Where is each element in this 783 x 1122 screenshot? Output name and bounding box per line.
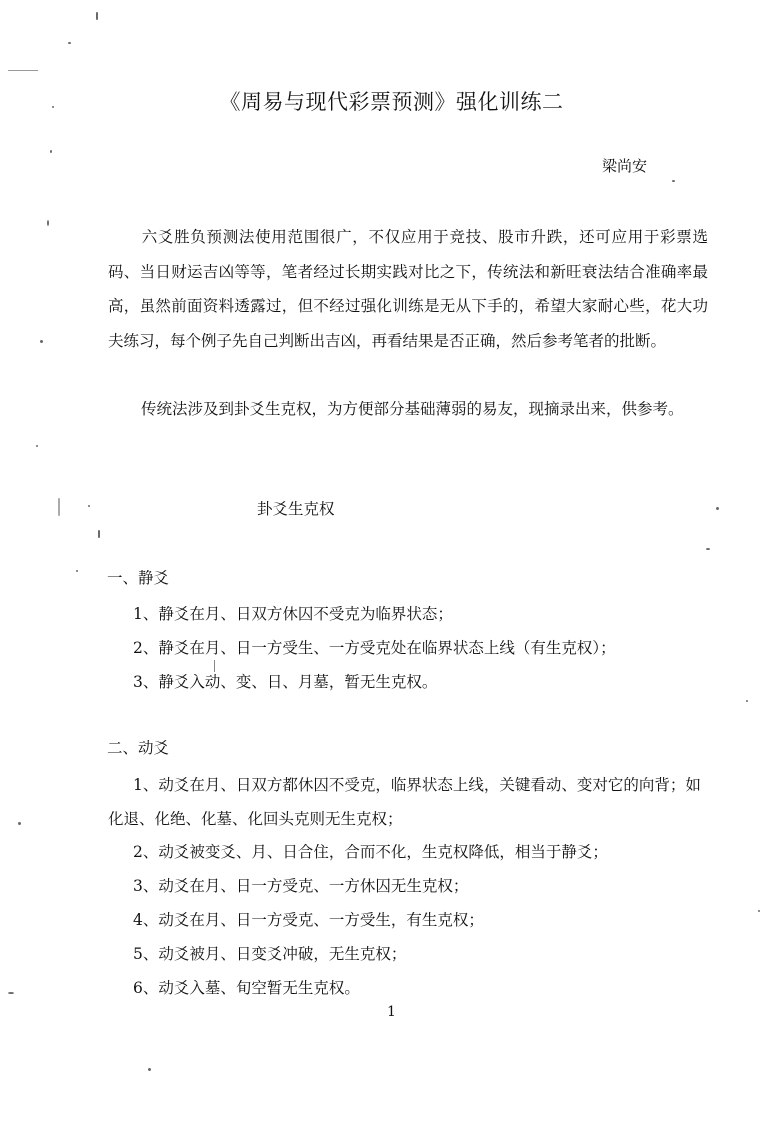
document-title: 《周易与现代彩票预测》强化训练二 xyxy=(219,90,564,114)
moving-yao-rule-5: 5、动爻被月、日变爻冲破，无生克权； xyxy=(133,945,407,963)
page-number: 1 xyxy=(387,1004,396,1020)
intro-paragraph-text: 六爻胜负预测法使用范围很广，不仅应用于竞技、股市升跌，还可应用于彩票选码、当日财运吉凶等等，笔者经过长期实践对比之下，传统法和新旺衰法结合准确率最高，虽然前面资料透露过，但不经过强化训练是无从下手的，希望大家耐心些，花大功夫练习，每个例子先自己判断出吉凶，再看结果是否正确，然后参考笔者的批断。 xyxy=(108,228,708,350)
static-yao-rule-1: 1、静爻在月、日双方休囚不受克为临界状态； xyxy=(133,605,453,623)
static-yao-heading: 一、静爻 xyxy=(107,569,170,587)
moving-yao-rule-6: 6、动爻入墓、旬空暂无生克权。 xyxy=(133,979,360,997)
moving-yao-heading: 二、动爻 xyxy=(107,739,170,757)
moving-yao-rule-1: 1、动爻在月、日双方都休囚不受克，临界状态上线，关键看动、变对它的向背；如化退、化绝、化墓、化回头克则无生克权； xyxy=(108,776,701,828)
static-yao-rule-2: 2、静爻在月、日一方受生、一方受克处在临界状态上线（有生克权）； xyxy=(133,639,616,657)
moving-yao-rule-3: 3、动爻在月、日一方受克、一方休囚无生克权； xyxy=(133,877,469,895)
intro-paragraph xyxy=(108,220,708,358)
section-heading: 卦爻生克权 xyxy=(257,500,335,518)
static-yao-rule-3: 3、静爻入动、变、日、月墓，暂无生克权。 xyxy=(133,673,438,691)
moving-yao-rule-2: 2、动爻被变爻、月、日合住，合而不化，生克权降低，相当于静爻； xyxy=(133,843,608,861)
reference-paragraph-text: 传统法涉及到卦爻生克权，为方便部分基础薄弱的易友，现摘录出来，供参考。 xyxy=(141,400,684,418)
moving-yao-rule-4: 4、动爻在月、日一方受克、一方受生，有生克权； xyxy=(133,911,484,929)
author-name: 梁尚安 xyxy=(602,157,648,175)
reference-paragraph xyxy=(108,392,708,427)
